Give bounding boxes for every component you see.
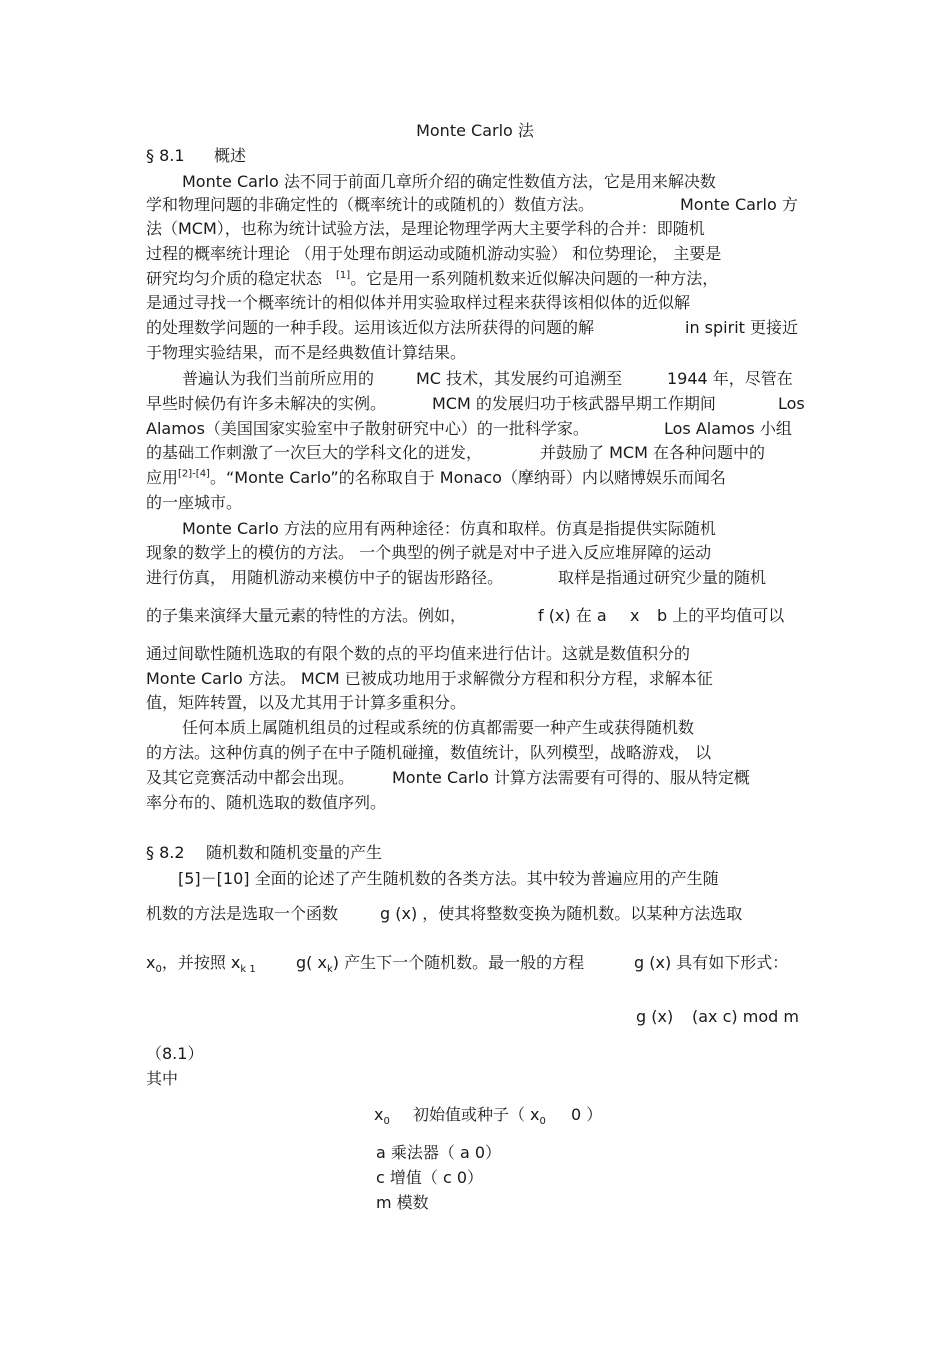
paragraph-line bbox=[296, 952, 584, 974]
subscript: 0 bbox=[383, 1116, 390, 1128]
paragraph-line: 于物理实验结果，而不是经典数值计算结果。 bbox=[146, 343, 467, 362]
subscript: 0 bbox=[155, 964, 162, 976]
paragraph-line: in spirit 更接近 bbox=[685, 318, 798, 337]
definition-m: m 模数 bbox=[376, 1193, 429, 1212]
math-text: x bbox=[630, 606, 640, 625]
paragraph-line: 的方法。这种仿真的例子在中子随机碰撞，数值统计，队列模型，战略游戏， 以 bbox=[146, 743, 712, 762]
paragraph-line: 其中 bbox=[146, 1069, 179, 1088]
math-text: b 上的平均值可以 bbox=[657, 606, 785, 625]
paragraph-line: 过程的概率统计理论 （用于处理布朗运动或随机游动实验） 和位势理论， 主要是 bbox=[146, 244, 722, 263]
definition-text: 初始值或种子（ x bbox=[412, 1105, 540, 1124]
paragraph-line: 学和物理问题的非确定性的（概率统计的或随机的）数值方法。 bbox=[146, 195, 595, 214]
paragraph-line bbox=[146, 467, 726, 489]
paragraph-line: g (x) ，使其将整数变换为随机数。以某种方法选取 bbox=[380, 904, 743, 923]
section-title: 随机数和随机变量的产生 bbox=[206, 843, 383, 862]
equation-left: g (x) bbox=[636, 1007, 674, 1026]
paragraph-line: 现象的数学上的模仿的方法。 一个典型的例子就是对中子进入反应堆屏障的运动 bbox=[146, 543, 712, 562]
definition-c: c 增值（ c 0） bbox=[376, 1168, 484, 1187]
equation-right: (ax c) mod m bbox=[692, 1007, 799, 1026]
paragraph-line: Monte Carlo 方法的应用有两种途径：仿真和取样。仿真是指提供实际随机 bbox=[182, 519, 716, 538]
paragraph-line: 1944 年，尽管在 bbox=[667, 369, 793, 388]
citation: [1] bbox=[336, 269, 351, 281]
paragraph-line: 的子集来演绎大量元素的特性的方法。例如， bbox=[146, 606, 467, 625]
paragraph-line: Monte Carlo 计算方法需要有可得的、服从特定概 bbox=[392, 768, 750, 787]
section-heading-8-1 bbox=[146, 145, 247, 167]
paragraph-text: 。“Monte Carlo”的名称取自于 Monaco（摩纳哥）内以赌博娱乐而闻名 bbox=[209, 468, 726, 487]
definition-text: 0 ） bbox=[570, 1105, 603, 1124]
equation-number: （8.1） bbox=[146, 1044, 204, 1063]
paragraph-line: 进行仿真， 用随机游动来模仿中子的锯齿形路径。 bbox=[146, 568, 504, 587]
paragraph-line: 是通过寻找一个概率统计的相似体并用实验取样过程来获得该相似体的近似解 bbox=[146, 293, 691, 312]
paragraph-line: MCM 的发展归功于核武器早期工作期间 bbox=[432, 394, 716, 413]
paragraph-line: 的处理数学问题的一种手段。运用该近似方法所获得的问题的解 bbox=[146, 318, 595, 337]
paragraph-line: 法（MCM），也称为统计试验方法，是理论物理学两大主要学科的合并：即随机 bbox=[146, 219, 705, 238]
paragraph-line: g (x) 具有如下形式： bbox=[634, 953, 789, 972]
subscript: 0 bbox=[539, 1116, 546, 1128]
paragraph-line: 的基础工作刺激了一次巨大的学科文化的迸发， bbox=[146, 443, 483, 462]
paragraph-line: Alamos（美国国家实验室中子散射研究中心）的一批科学家。 bbox=[146, 419, 589, 438]
paragraph-line: 机数的方法是选取一个函数 bbox=[146, 904, 339, 923]
paragraph-text: 研究均匀介质的稳定状态 bbox=[146, 269, 323, 288]
paragraph-line: Los bbox=[778, 394, 805, 413]
paragraph-line: 取样是指通过研究少量的随机 bbox=[558, 568, 767, 587]
section-number: § 8.2 bbox=[146, 843, 185, 862]
subscript: k bbox=[326, 964, 333, 976]
paragraph-line: MC 技术，其发展约可追溯至 bbox=[416, 369, 623, 388]
paragraph-line bbox=[146, 952, 256, 974]
section-heading-8-2 bbox=[146, 842, 383, 864]
paragraph-line: 早些时候仍有许多未解决的实例。 bbox=[146, 394, 387, 413]
paragraph-line: 并鼓励了 MCM 在各种问题中的 bbox=[540, 443, 765, 462]
paragraph-line: Monte Carlo 方 bbox=[680, 195, 798, 214]
paragraph-text: ，并按照 x bbox=[161, 953, 241, 972]
definition-a: a 乘法器（ a 0） bbox=[376, 1143, 502, 1162]
paragraph-line: 任何本质上属随机组员的过程或系统的仿真都需要一种产生或获得随机数 bbox=[182, 718, 695, 737]
page-title: Monte Carlo 法 bbox=[416, 121, 534, 140]
paragraph-line bbox=[146, 268, 718, 290]
section-title: 概述 bbox=[214, 146, 247, 165]
section-number: § 8.1 bbox=[146, 146, 185, 165]
math-text: f (x) 在 a bbox=[538, 606, 607, 625]
math-symbol: x bbox=[374, 1105, 384, 1124]
math-text: g( x bbox=[296, 953, 327, 972]
paragraph-text: 。它是用一系列随机数来近似解决问题的一种方法， bbox=[350, 269, 719, 288]
citation: [2]-[4] bbox=[178, 468, 210, 480]
paragraph-line: 的一座城市。 bbox=[146, 493, 243, 512]
paragraph-line: Monte Carlo 方法。 MCM 已被成功地用于求解微分方程和积分方程，求解本征 bbox=[146, 669, 713, 688]
paragraph-line: 率分布的、随机选取的数值序列。 bbox=[146, 793, 387, 812]
paragraph-text: 应用 bbox=[146, 468, 179, 487]
paragraph-line: [5]－[10] 全面的论述了产生随机数的各类方法。其中较为普遍应用的产生随 bbox=[178, 869, 719, 888]
definition-x0 bbox=[374, 1104, 602, 1126]
paragraph-line: 通过间歇性随机选取的有限个数的点的平均值来进行估计。这就是数值积分的 bbox=[146, 644, 691, 663]
math-symbol: x bbox=[146, 953, 156, 972]
paragraph-line: 及其它竞赛活动中都会出现。 bbox=[146, 768, 355, 787]
paragraph-line: 值，矩阵转置，以及尤其用于计算多重积分。 bbox=[146, 693, 467, 712]
paragraph-line: Los Alamos 小组 bbox=[664, 419, 792, 438]
paragraph-line: Monte Carlo 法不同于前面几章所介绍的确定性数值方法，它是用来解决数 bbox=[182, 172, 716, 191]
paragraph-line: 普遍认为我们当前所应用的 bbox=[182, 369, 375, 388]
paragraph-text: ) 产生下一个随机数。最一般的方程 bbox=[332, 953, 585, 972]
subscript: k 1 bbox=[240, 964, 256, 976]
